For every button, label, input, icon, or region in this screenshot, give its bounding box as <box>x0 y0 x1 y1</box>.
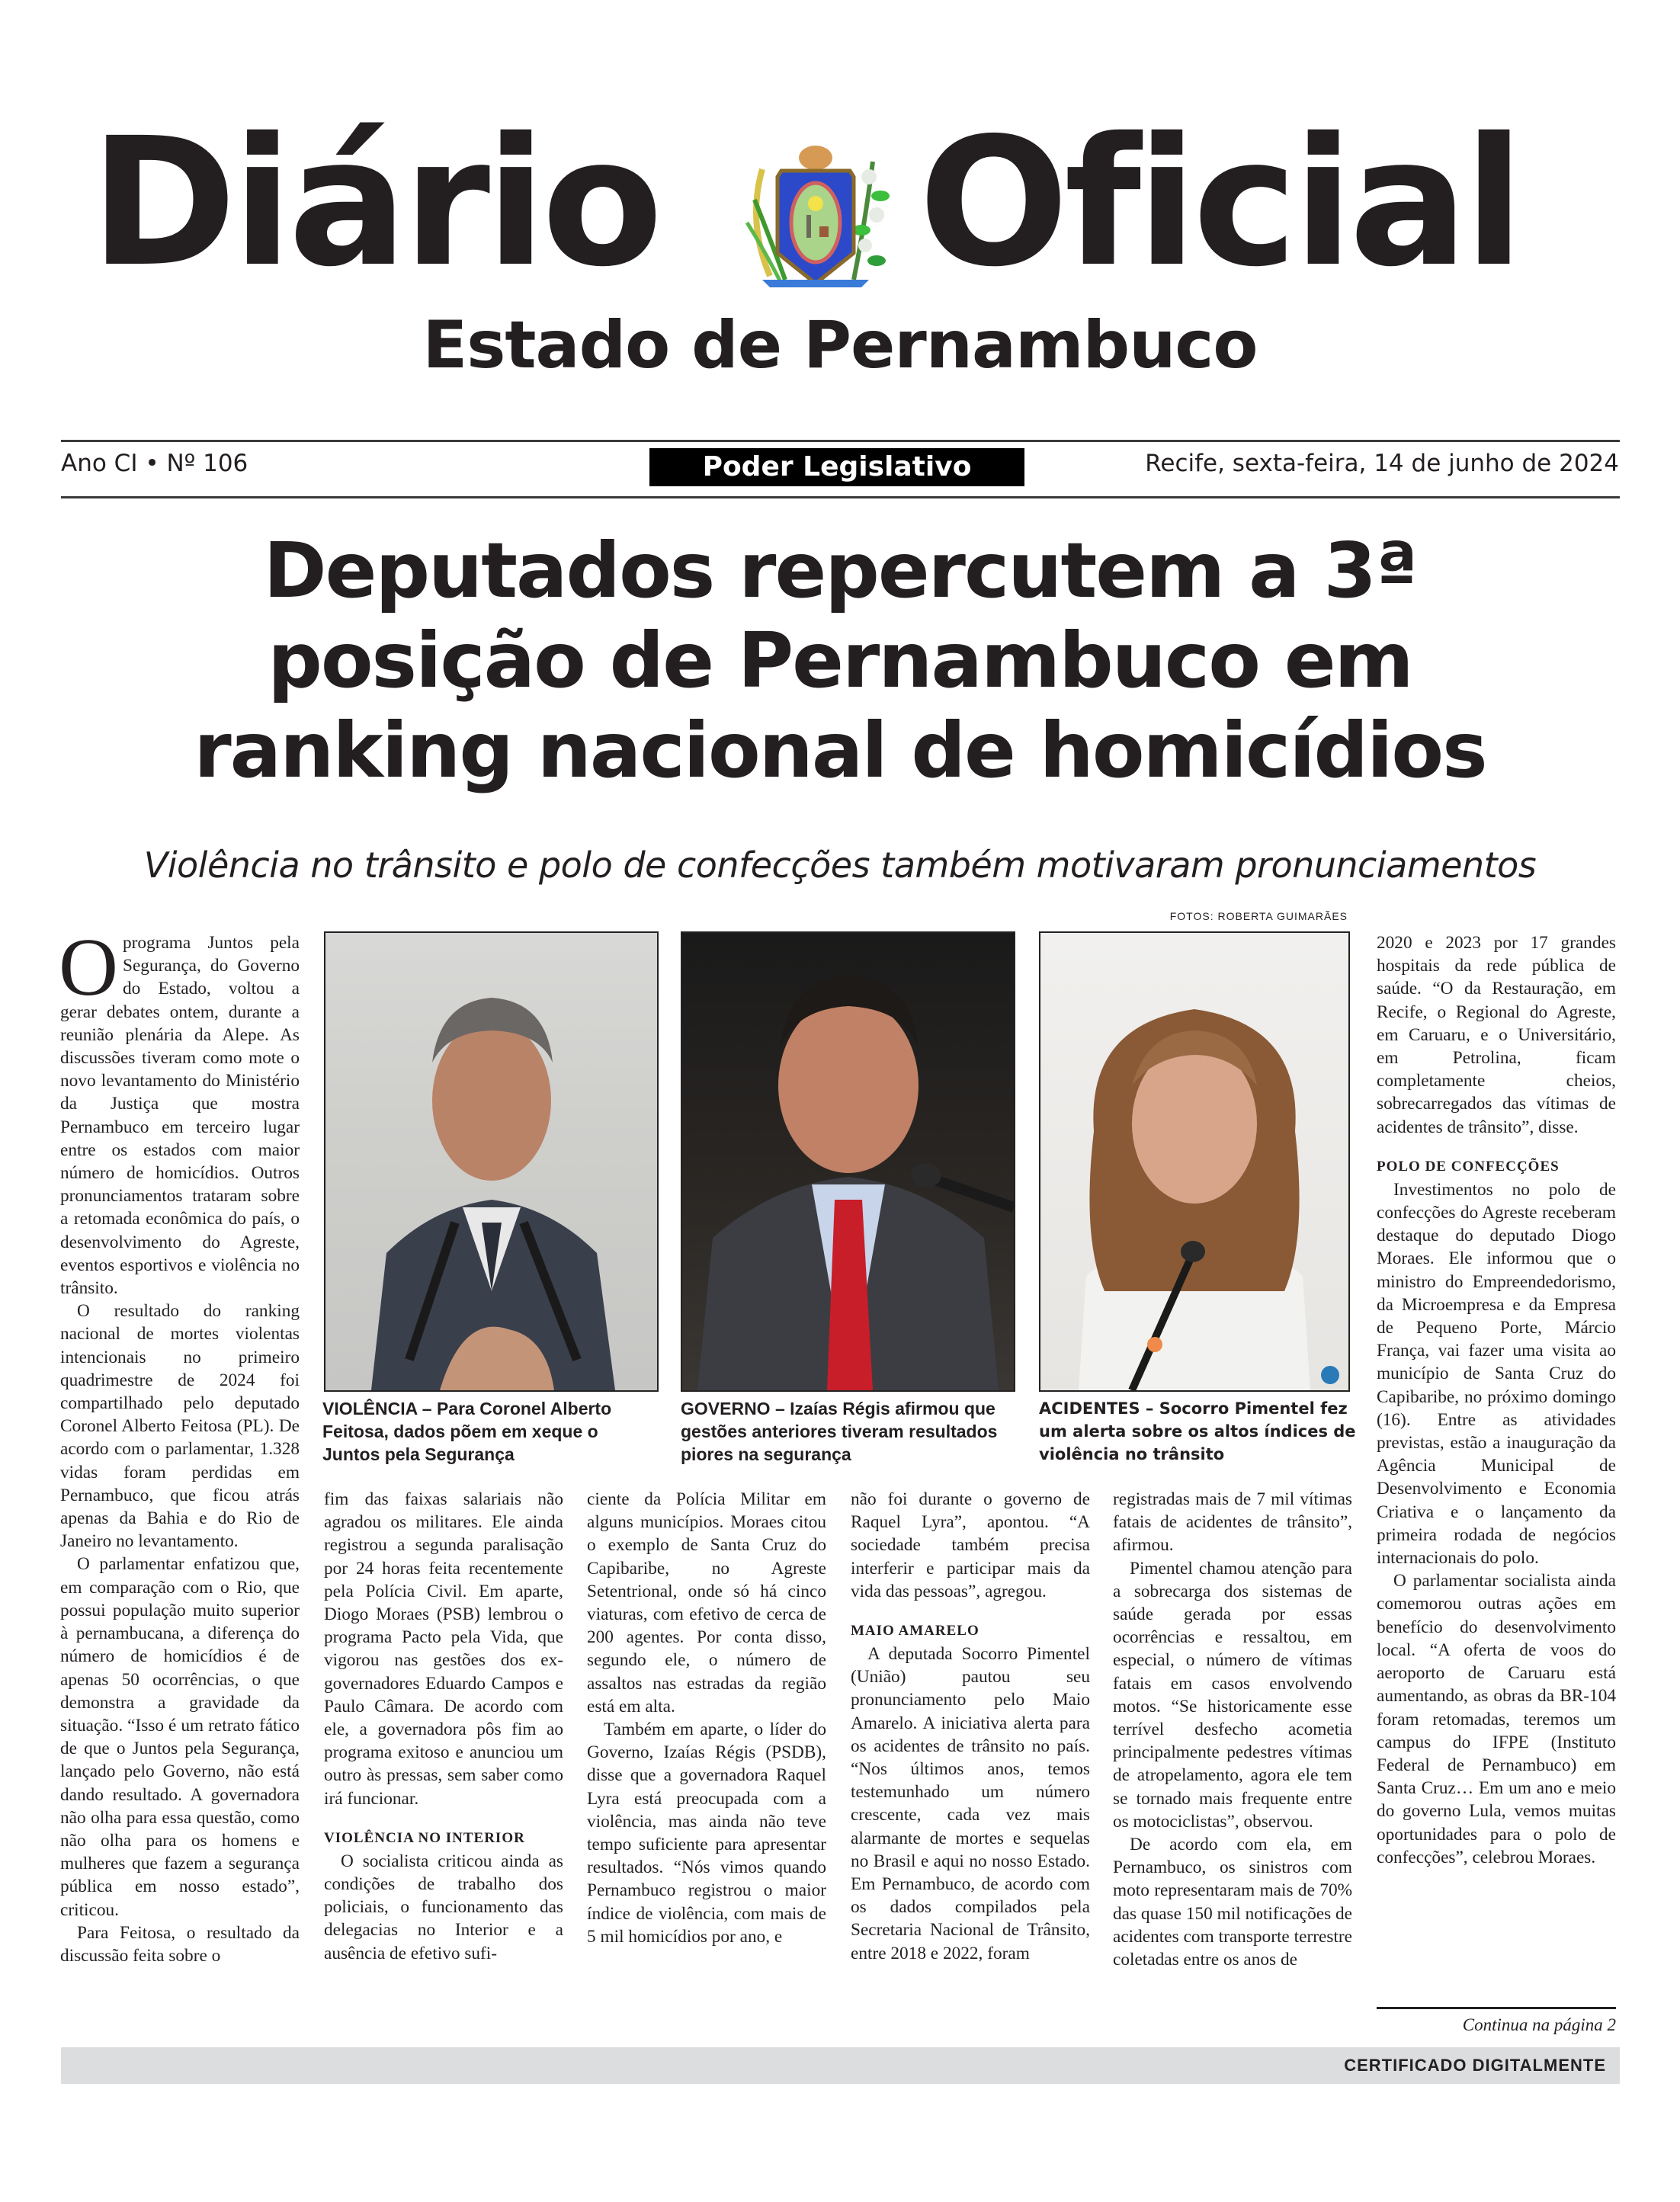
article-column-6 <box>1377 931 1616 1869</box>
photo-caption: ACIDENTES – Socorro Pimentel fez um alerta sobre os altos índices de violência no trânsito <box>1039 1399 1356 1463</box>
photo-izaias-regis <box>681 931 1015 1392</box>
paragraph: Também em aparte, o líder do Governo, Izaías Régis (PSDB), disse que a governadora Raquel Lyra está preocupada com a violência, mas ainda não teve tempo suficiente para apresentar resultados. “Nós vimos quando Pernambuco registrou o maior índice de violência, com mais de 5 mil homicídios por ano, e <box>587 1720 826 1947</box>
section-heading: POLO DE CONFECÇÕES <box>1377 1158 1560 1175</box>
paragraph: ciente da Polícia Militar em alguns municípios. Moraes citou o exemplo de Santa Cruz do Capibaribe, no Agreste Setentrional, onde só há cinco viaturas, com efetivo de cerca de 200 agentes. Por conta disso, segundo ele, o número de assaltos nas estradas da região está em alta. <box>587 1489 826 1716</box>
paragraph: O parlamentar enfatizou que, em comparação com o Rio, que possui população muito superior à pernambucana, a diferença do número de homicídios é de apenas 50 ocorrências, o que demonstra a gravidade da situação. “Isso é um retrato fático de que o Juntos pela Segurança, lançado pelo Governo, não está dando resultado. A governadora não olha para essa questão, como não olha para os homens e mulheres que fazem a segurança pública em nosso estado”, criticou. <box>60 1554 300 1920</box>
article-column-3 <box>587 1488 826 1948</box>
article-column-5 <box>1113 1488 1352 1971</box>
paragraph: O parlamentar socialista ainda comemorou outras ações em benefício do desenvolvimento local. “A oferta de voos do aeroporto de Caruaru está aumentando, as obras da BR-104 foram retomadas, teremos um campus do IFPE (Instituto Federal de Pernambuco) em Santa Cruz… Em um ano e meio do governo Lula, vemos muitas oportunidades para o polo de confecções”, celebrou Moraes. <box>1377 1571 1616 1867</box>
paragraph: registradas mais de 7 mil vítimas fatais de acidentes de trânsito”, afirmou. <box>1113 1489 1352 1556</box>
paragraph: De acordo com ela, em Pernambuco, os sinistros com moto representaram mais de 70% das quase 150 mil notificações de acidentes com transporte terrestre coletadas entre os anos de <box>1113 1835 1352 1970</box>
article-column-2 <box>324 1488 563 1965</box>
paragraph: O resultado do ranking nacional de mortes violentas intencionais no primeiro quadrimestre de 2024 foi compartilhado pelo deputado Coronel Alberto Feitosa (PL). De acordo com o parlamentar, 1.328 vidas foram perdidas em Pernambuco, que ficou atrás apenas da Bahia e do Rio de Janeiro no levantamento. <box>60 1301 300 1552</box>
drop-cap: O <box>59 922 118 1013</box>
paragraph: não foi durante o governo de Raquel Lyra”, apontou. “A sociedade também precisa interferir e participar mais da vida das pessoas”, agregou. <box>851 1489 1090 1601</box>
continue-rule <box>1377 2007 1616 2009</box>
photo-caption: GOVERNO – Izaías Régis afirmou que gestões anteriores tiveram resultados piores na segurança <box>681 1399 998 1464</box>
dateline: Recife, sexta-feira, 14 de junho de 2024 <box>1145 450 1619 477</box>
section-heading: MAIO AMARELO <box>851 1623 979 1639</box>
masthead-subtitle: Estado de Pernambuco <box>422 307 1258 383</box>
section-badge: Poder Legislativo <box>649 448 1024 486</box>
paragraph: Para Feitosa, o resultado da discussão feita sobre o <box>60 1922 300 1966</box>
paragraph: Investimentos no polo de confecções do Agreste receberam destaque do deputado Diogo Moraes. Ele informou que o ministro do Empreendedorismo, da Microempresa e da Empresa de Pequeno Porte, Márcio França, vai fazer uma visita ao município de Santa Cruz do Capibaribe, no próximo domingo (16). Entre as atividades previstas, estão a inauguração da Agência Municipal de Desenvolvimento e Economia Criativa e o lançamento da primeira rodada de negócios internacionais do polo. <box>1377 1179 1616 1569</box>
photo-credit: FOTOS: ROBERTA GUIMARÃES <box>1169 910 1348 922</box>
section-heading: VIOLÊNCIA NO INTERIOR <box>324 1829 525 1846</box>
paragraph-text: programa Juntos pela Segurança, do Governo do Estado, voltou a gerar debates ontem, durante a reunião plenária da Alepe. As discussões tiveram como mote o novo levantamento do Ministério da Justiça que mostra Pernambuco em terceiro lugar entre os estados com maior número de homicídios. Outros pronunciamentos trataram sobre a retomada econômica do país, o desenvolvimento do Agreste, eventos esportivos e violência no trânsito. <box>60 933 300 1299</box>
continue-on-page-link[interactable]: Continua na página 2 <box>1462 2015 1616 2034</box>
paragraph: 2020 e 2023 por 17 grandes hospitais da rede pública de saúde. “O da Restauração, em Recife, o Regional do Agreste, em Caruaru, e o Universitário, em Petrolina, ficam completamente cheios, sobrecarregados das vítimas de acidentes de trânsito”, disse. <box>1377 933 1616 1137</box>
paragraph: fim das faixas salariais não agradou os militares. Ele ainda registrou a segunda paralisação por 24 horas feita recentemente pela Polícia Civil. Em aparte, Diogo Moraes (PSB) lembrou o programa Pacto pela Vida, que vigorou nas gestões dos ex-governadores Eduardo Campos e Paulo Câmara. De acordo com ele, a governadora pôs fim ao programa exitoso e anunciou um outro às pressas, sem saber como irá funcionar. <box>324 1489 563 1809</box>
digital-certification-label: CERTIFICADO DIGITALMENTE <box>1344 2056 1606 2075</box>
article-column-4 <box>851 1488 1090 1965</box>
photo-alberto-feitosa <box>324 931 659 1392</box>
paragraph <box>59 922 300 1300</box>
paragraph: A deputada Socorro Pimentel (União) pautou seu pronunciamento pelo Maio Amarelo. A iniciativa alerta para os acidentes de trânsito no país. “Nos últimos anos, temos testemunhado um número crescente, cada vez mais alarmante de mortes e sequelas no Brasil e aqui no nosso Estado. Em Pernambuco, de acordo com os dados compilados pela Secretaria Nacional de Trânsito, entre 2018 e 2022, foram <box>851 1644 1090 1963</box>
photo-caption: VIOLÊNCIA – Para Coronel Alberto Feitosa, dados põem em xeque o Juntos pela Segurança <box>322 1399 612 1464</box>
photo-socorro-pimentel <box>1039 931 1350 1392</box>
headline-line: Deputados repercutem a 3ª <box>263 526 1417 615</box>
paragraph: Pimentel chamou atenção para a sobrecarga dos sistemas de saúde gerada por essas ocorrências e ressaltou, em especial, o número de vítimas fatais em casos envolvendo motos. “Se historicamente esse terrível desfecho acometia principalmente pedestres vítimas de atropelamento, agora ele tem se tornado mais frequente entre os motociclistas”, observou. <box>1113 1558 1352 1832</box>
top-rule <box>61 440 1620 442</box>
paragraph: O socialista criticou ainda as condições de trabalho dos policiais, o funcionamento das delegacias no Interior e a ausência de efetivo sufi- <box>324 1851 563 1963</box>
edition-number: Ano CI • Nº 106 <box>61 450 248 477</box>
headline <box>76 526 1604 796</box>
coat-of-arms-icon <box>732 131 899 293</box>
masthead-title-left: Diário <box>90 100 659 306</box>
headline-line: ranking nacional de homicídios <box>194 706 1486 795</box>
subheadline: Violência no trânsito e polo de confecções também motivaram pronunciamentos <box>143 845 1537 886</box>
article-column-1 <box>59 922 300 1967</box>
footer-bar <box>61 2047 1620 2084</box>
masthead-title-right: Oficial <box>919 100 1520 306</box>
bottom-rule <box>61 496 1620 498</box>
headline-line: posição de Pernambuco em <box>268 616 1412 705</box>
